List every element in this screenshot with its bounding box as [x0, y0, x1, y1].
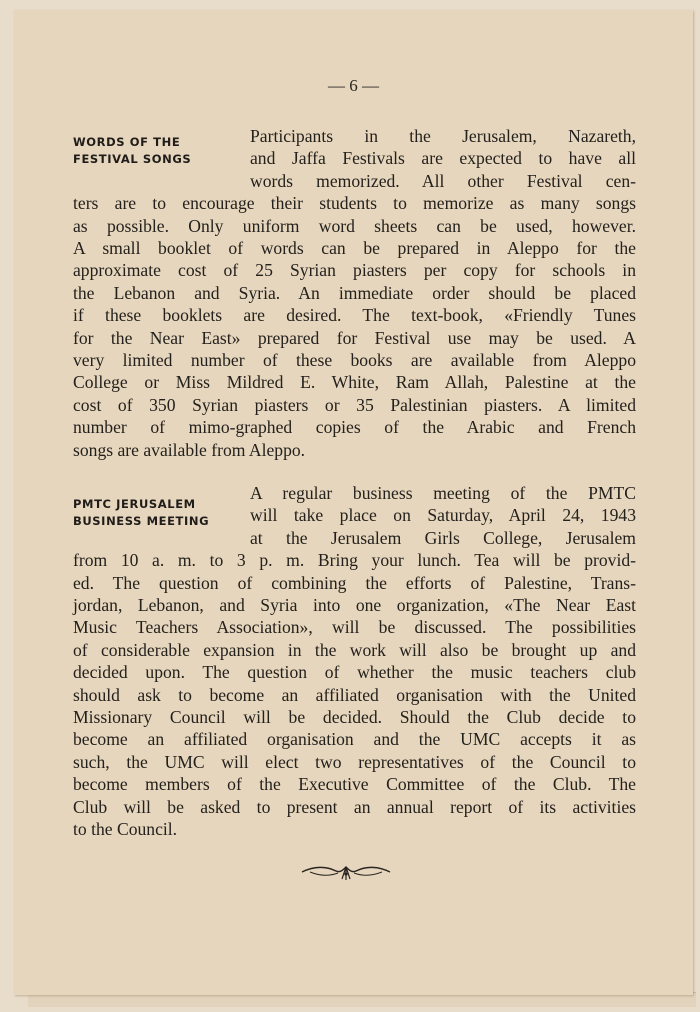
text-line: cost of 350 Syrian piasters or 35 Palestinian piasters. A limited — [73, 394, 636, 415]
text-line: College or Miss Mildred E. White, Ram Allah, Palestine at the — [73, 372, 636, 393]
text-line: Participants in the Jerusalem, Nazareth, — [250, 126, 636, 146]
text-line: such, the UMC will elect two representatives of the Council to — [73, 751, 636, 772]
section-label-line: WORDS OF THE — [73, 135, 181, 149]
text-line: to the Council. — [73, 819, 178, 840]
text-line: Music Teachers Association», will be discussed. The possibilities — [73, 617, 636, 638]
text-line: as possible. Only uniform word sheets can be used, however. — [73, 215, 636, 236]
text-line: jordan, Lebanon, and Syria into one organization, «The Near East — [73, 595, 636, 616]
text-line: number of mimo-graphed copies of the Arabic and French — [73, 417, 636, 438]
text-line: should ask to become an affiliated organisation with the United — [73, 684, 636, 705]
text-line: become an affiliated organisation and the UMC accepts it as — [73, 729, 636, 750]
section-body-meeting — [73, 482, 636, 841]
text-line: words memorized. All other Festival cen- — [250, 170, 636, 191]
text-line: decided upon. The question of whether the music teachers club — [73, 662, 636, 683]
text-line: and Jaffa Festivals are expected to have all — [250, 148, 636, 169]
text-line: Missionary Council will be decided. Should the Club decide to — [73, 707, 636, 728]
text-line: for the Near East» prepared for Festival use may be used. A — [73, 327, 636, 348]
text-line: ters are to encourage their students to memorize as many songs — [73, 193, 636, 214]
text-line: approximate cost of 25 Syrian piasters per copy for schools in — [73, 260, 636, 281]
text-line: songs are available from Aleppo. — [73, 439, 306, 460]
text-line: the Lebanon and Syria. An immediate order should be placed — [73, 282, 636, 303]
section-label-line: PMTC JERUSALEM — [73, 497, 196, 511]
ornamental-divider-icon — [300, 862, 392, 882]
text-line: A regular business meeting of the PMTC — [250, 483, 636, 503]
section-label-line: BUSINESS MEETING — [73, 514, 210, 528]
document-page — [14, 10, 693, 995]
page-number: — 6 — — [328, 76, 379, 95]
section-body-words — [73, 125, 636, 461]
text-line: will take place on Saturday, April 24, 1943 — [250, 505, 636, 526]
text-line: at the Jerusalem Girls College, Jerusalem — [250, 527, 636, 548]
section-label-line: FESTIVAL SONGS — [73, 152, 192, 166]
text-line: if these booklets are desired. The text-book, «Friendly Tunes — [73, 305, 636, 326]
text-line: ed. The question of combining the efforts of Palestine, Trans- — [73, 572, 636, 593]
text-line: become members of the Executive Committee of the Club. The — [73, 774, 636, 795]
text-line: of considerable expansion in the work will also be brought up and — [73, 639, 636, 660]
text-line: A small booklet of words can be prepared in Aleppo for the — [73, 238, 636, 259]
text-line: from 10 a. m. to 3 p. m. Bring your lunch. Tea will be provid- — [73, 550, 636, 571]
text-line: very limited number of these books are available from Aleppo — [73, 350, 636, 371]
text-line: Club will be asked to present an annual report of its activities — [73, 796, 636, 817]
